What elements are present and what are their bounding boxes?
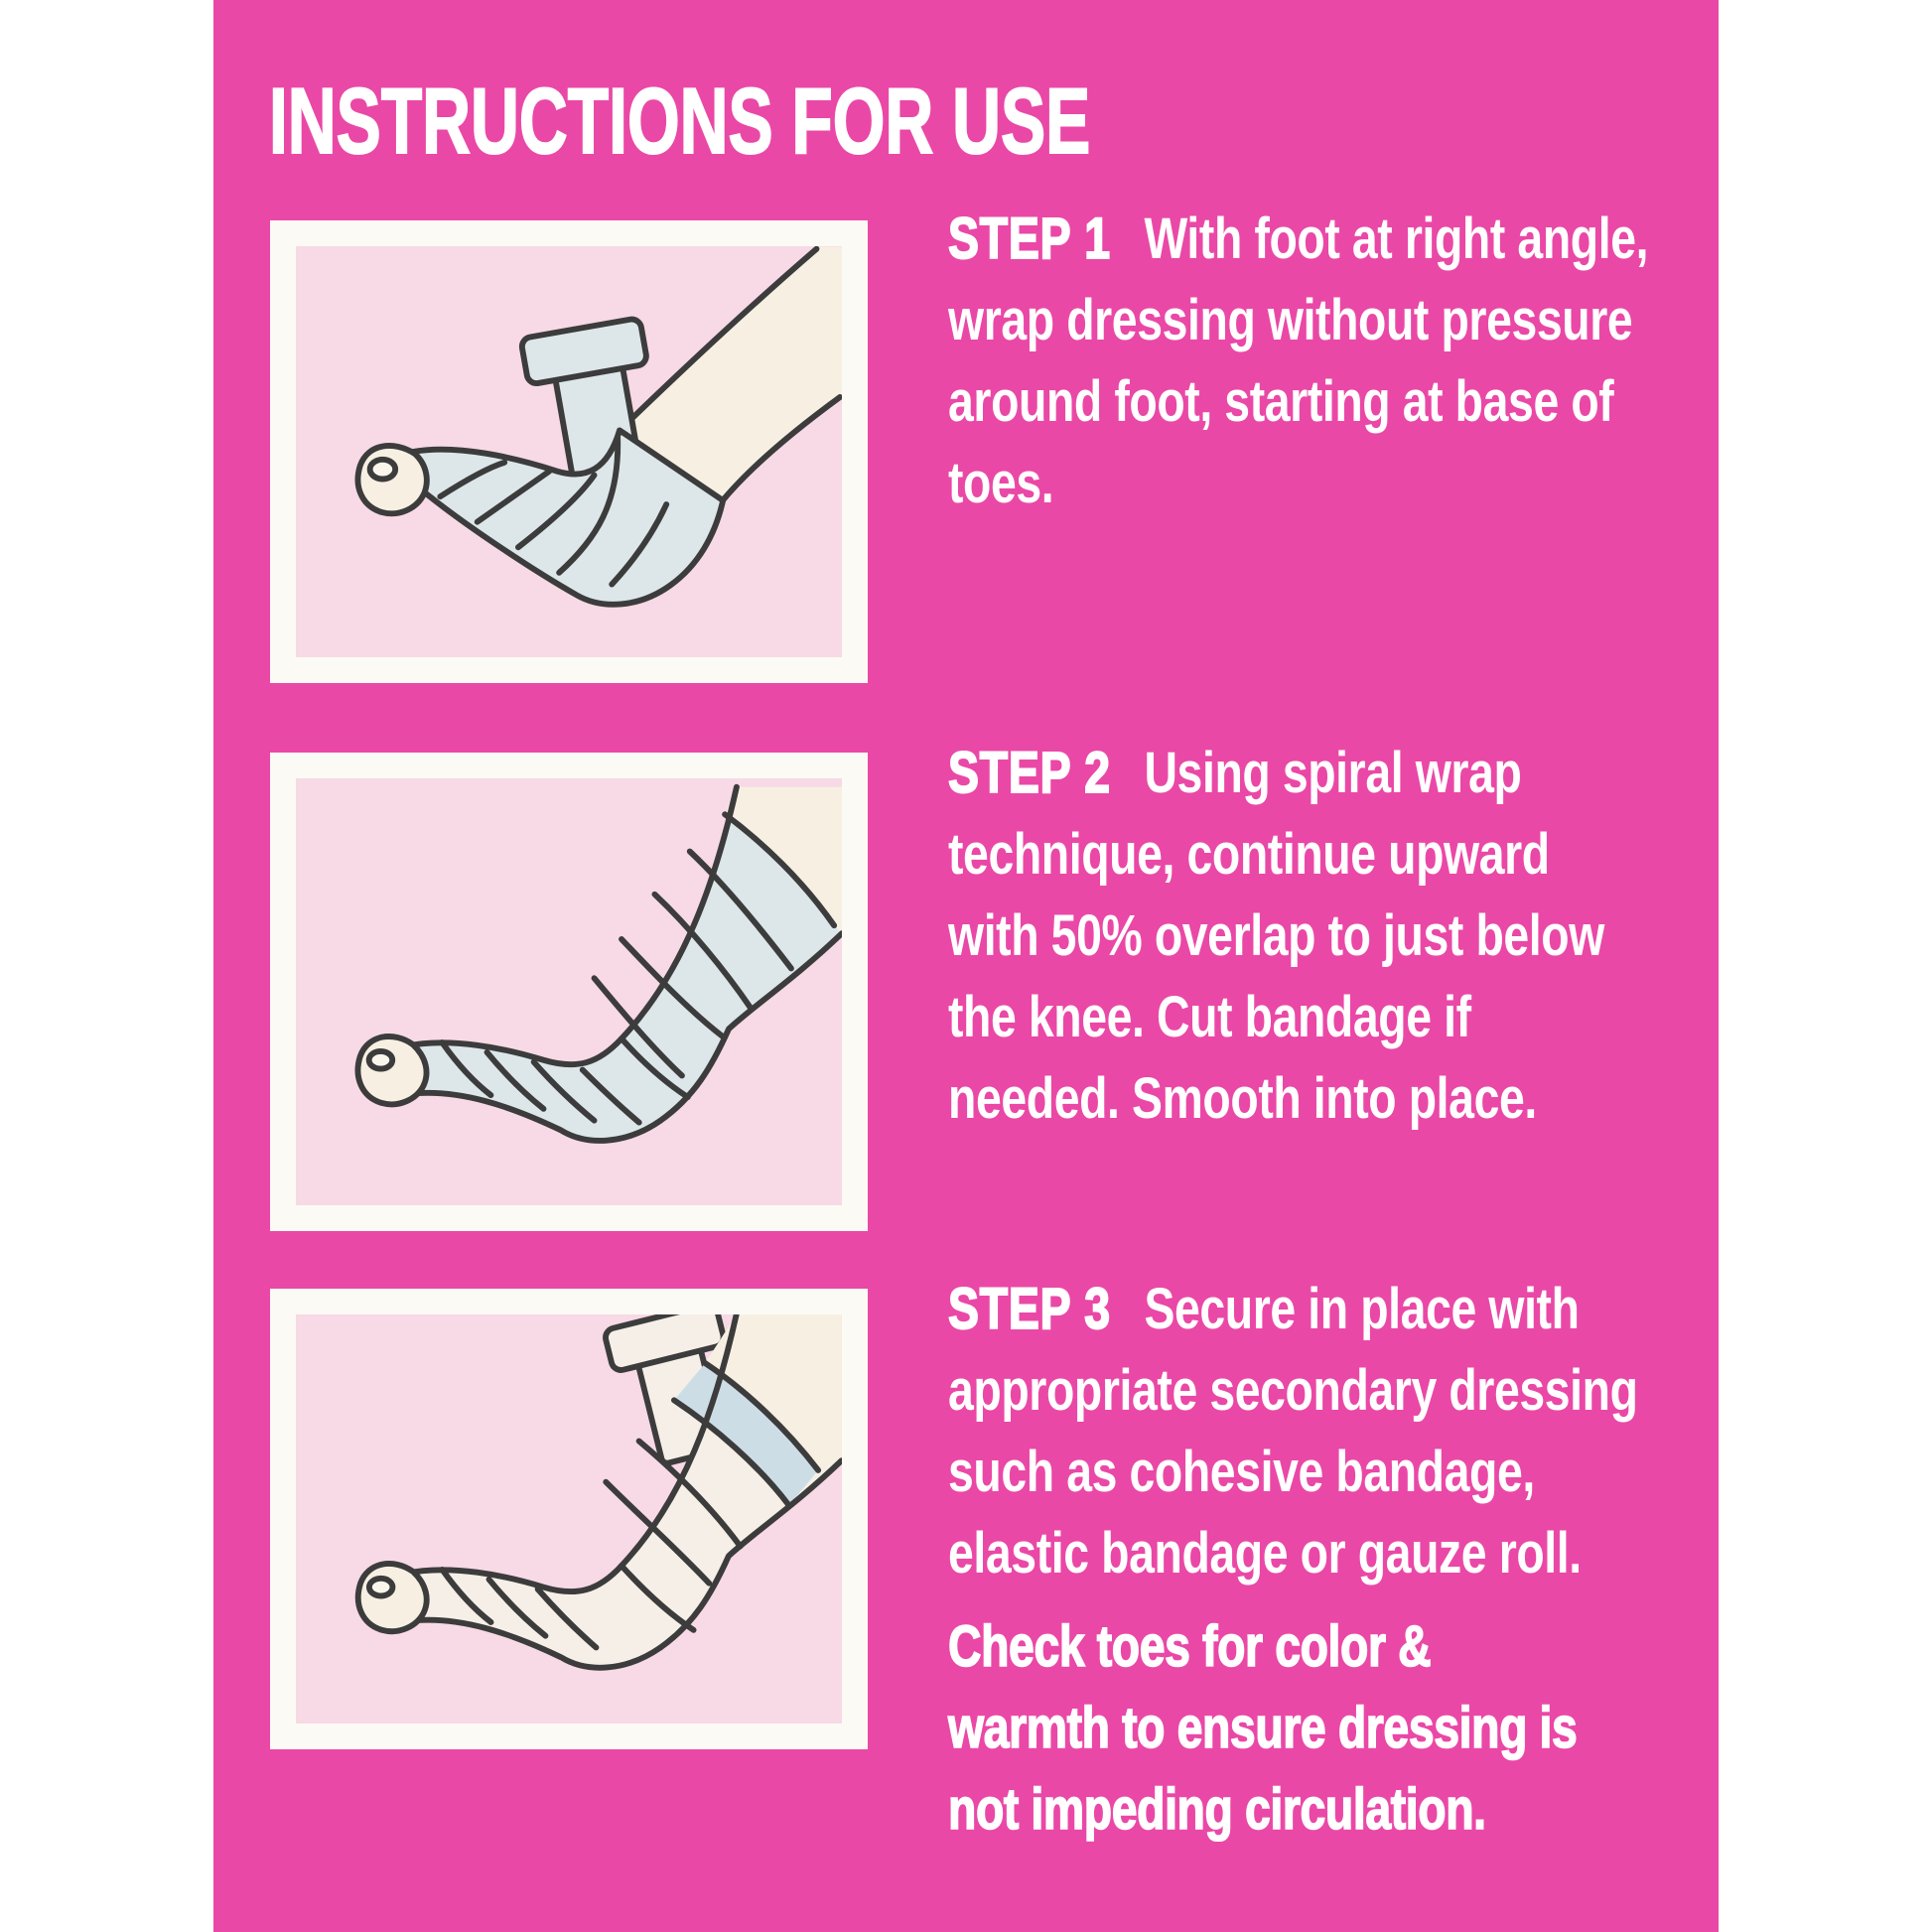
step-3-line-0: STEP 3 Secure in place with <box>948 1277 1580 1341</box>
step-1-line-1: wrap dressing without pressure <box>948 288 1633 352</box>
step-1-text <box>948 199 1734 524</box>
step-1-line-2: around foot, starting at base of <box>948 369 1614 434</box>
circulation-warning <box>948 1606 1734 1851</box>
toenail <box>369 1051 393 1069</box>
pink-panel <box>213 0 1719 1932</box>
step-3-line-2: such as cohesive bandage, <box>948 1440 1535 1504</box>
warning-line-0: Check toes for color & <box>948 1614 1432 1679</box>
step-1-line-0: STEP 1 With foot at right angle, <box>948 207 1649 271</box>
step-3-line-1: appropriate secondary dressing <box>948 1358 1638 1423</box>
step-2-line-0: STEP 2 Using spiral wrap <box>948 741 1522 805</box>
step-3-label: STEP 3 <box>948 1277 1111 1341</box>
warning-line-1: warmth to ensure dressing is <box>948 1696 1578 1760</box>
step-2-line-3: the knee. Cut bandage if <box>948 985 1471 1049</box>
step-2-text <box>948 733 1734 1140</box>
step-3-text <box>948 1269 1734 1851</box>
step-2-line-4: needed. Smooth into place. <box>948 1066 1537 1131</box>
warning-line-2: not impeding circulation. <box>948 1777 1486 1842</box>
toes <box>358 1036 427 1104</box>
toenail <box>370 460 396 480</box>
step-1-illustration <box>296 246 842 657</box>
toenail <box>369 1579 393 1596</box>
toes <box>358 1564 427 1631</box>
step-2-figure <box>296 778 842 1205</box>
step-3-figure <box>296 1314 842 1724</box>
step-1-figure-frame <box>270 220 868 683</box>
step-2-figure-frame <box>270 753 868 1231</box>
step-2-line-2: with 50% overlap to just below <box>948 903 1604 968</box>
step-2-illustration <box>296 778 842 1205</box>
step-1-line-3: toes. <box>948 451 1054 515</box>
page-title: INSTRUCTIONS FOR USE <box>269 69 1091 173</box>
step-3-illustration <box>296 1314 842 1724</box>
step-2-line-1: technique, continue upward <box>948 822 1550 887</box>
toes <box>358 446 427 513</box>
step-1-label: STEP 1 <box>948 207 1111 271</box>
step-1-figure <box>296 246 842 657</box>
step-2-label: STEP 2 <box>948 741 1111 805</box>
step-3-figure-frame <box>270 1289 868 1749</box>
step-3-line-3: elastic bandage or gauze roll. <box>948 1521 1582 1586</box>
